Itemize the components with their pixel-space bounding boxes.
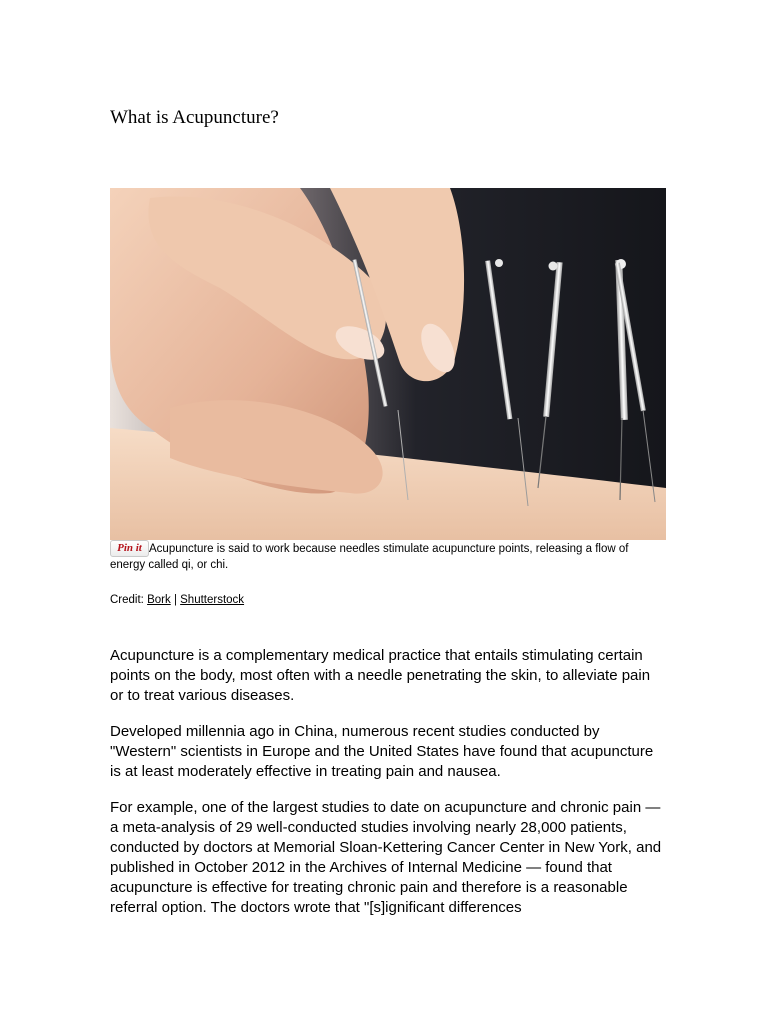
body-paragraph: Acupuncture is a complementary medical practice that entails stimulating certain points on the body, most often with a needle penetrating the skin, to alleviate pain or to treat various diseases. — [110, 647, 651, 704]
credit-separator: | — [173, 594, 177, 606]
acupuncture-photo — [110, 188, 666, 540]
image-caption: Acupuncture is said to work because needles stimulate acupuncture points, releasing a flow of energy called qi, or chi. — [110, 543, 629, 571]
body-paragraph: Developed millennia ago in China, numerous recent studies conducted by "Western" scientists in Europe and the United States have found that acupuncture is at least moderately effective in treating pain and nausea. — [110, 723, 654, 780]
body-paragraph: For example, one of the largest studies to date on acupuncture and chronic pain — a meta-analysis of 29 well-conducted studies involving nearly 28,000 patients, conducted by doctors at Memorial Sloan-Kettering Cancer Center in New York, and published in October 2012 in the Archives of Internal Medicine — found that acupuncture is effective for treating chronic pain and therefore is a reasonable referral option. The doctors wrote that "[s]ignificant differences — [110, 799, 662, 916]
credit-author-link[interactable]: Bork — [147, 594, 171, 606]
page-title: What is Acupuncture? — [110, 107, 279, 128]
credit-label: Credit: — [110, 594, 144, 606]
credit-source-link[interactable]: Shutterstock — [180, 594, 245, 606]
article-body — [110, 646, 666, 934]
image-caption-block — [110, 541, 666, 573]
pin-it-button[interactable]: Pin it — [110, 540, 149, 557]
image-credit — [110, 592, 244, 608]
